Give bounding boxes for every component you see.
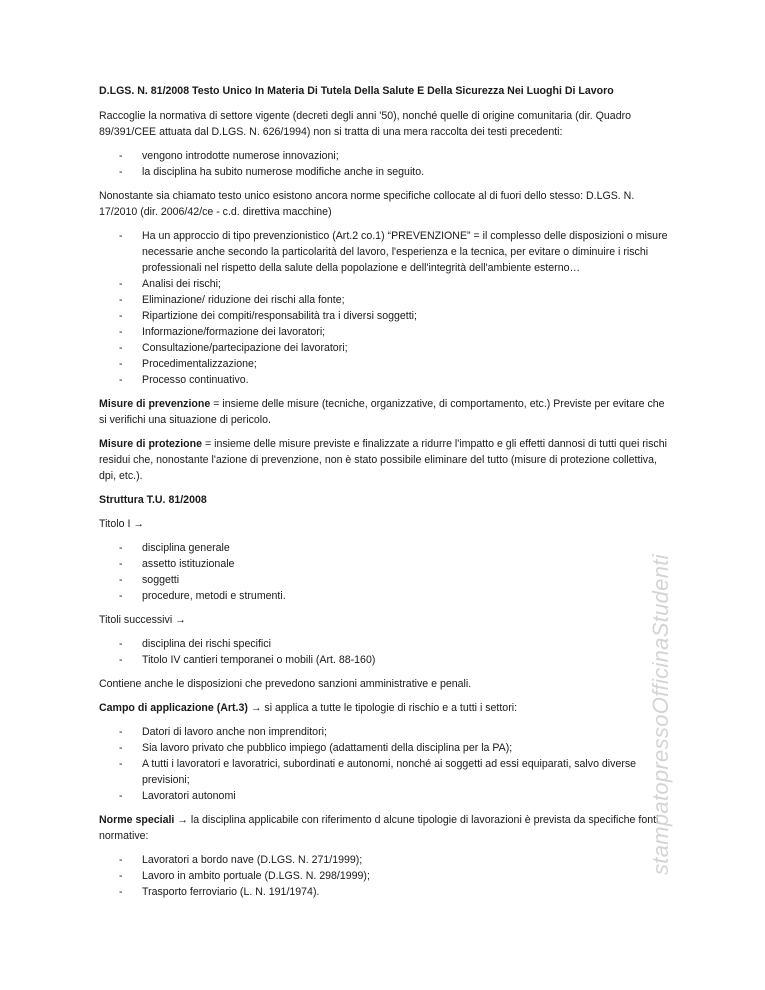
list-item (99, 292, 669, 308)
bullet-dash: - (119, 558, 123, 570)
campo-list (99, 724, 669, 804)
list-item-text: Eliminazione/ riduzione dei rischi alla fonte; (142, 294, 345, 306)
list-item (99, 852, 669, 868)
prevenzione-paragraph (99, 396, 669, 428)
list-item-text: Trasporto ferroviario (L. N. 191/1974). (142, 886, 320, 898)
list-item-text: Consultazione/partecipazione dei lavoratori; (142, 342, 348, 354)
list-item (99, 788, 669, 804)
term: Norme speciali → (99, 814, 188, 826)
protezione-paragraph (99, 436, 669, 484)
list-item-text: Processo continuativo. (142, 374, 249, 386)
contiene-paragraph: Contiene anche le disposizioni che prevedono sanzioni amministrative e penali. (99, 678, 472, 690)
intro-paragraph: Raccoglie la normativa di settore vigente (decreti degli anni '50), nonché quelle di origine comunitaria (dir. Quadro 89/391/CEE attuata dal D.LGS. N. 626/1994) non si tratta di una mera raccolta dei testi precedenti: (99, 110, 632, 138)
bullet-dash: - (119, 278, 123, 290)
titoli-successivi-list (99, 636, 669, 668)
term: Campo di applicazione (Art.3) → (99, 702, 262, 714)
list-item (99, 164, 669, 180)
bullet-dash: - (119, 638, 123, 650)
struttura-heading: Struttura T.U. 81/2008 (99, 494, 207, 506)
norme-paragraph (99, 812, 669, 844)
campo-paragraph (99, 700, 669, 716)
bullet-dash: - (119, 326, 123, 338)
bullet-dash: - (119, 854, 123, 866)
bullet-dash: - (119, 574, 123, 586)
bullet-dash: - (119, 654, 123, 666)
norme-list (99, 852, 669, 900)
bullet-dash: - (119, 230, 123, 242)
list-item (99, 556, 669, 572)
list-item-text: Titolo IV cantieri temporanei o mobili (Art. 88-160) (142, 654, 376, 666)
bullet-dash: - (119, 726, 123, 738)
bullet-dash: - (119, 742, 123, 754)
list-item-text: Analisi dei rischi; (142, 278, 221, 290)
list-item (99, 228, 669, 276)
bullet-dash: - (119, 310, 123, 322)
list-item (99, 724, 669, 740)
bullet-dash: - (119, 150, 123, 162)
bullet-dash: - (119, 294, 123, 306)
titoli-successivi-label: Titoli successivi → (99, 614, 186, 626)
list-item (99, 308, 669, 324)
list-item-text: Procedimentalizzazione; (142, 358, 257, 370)
list-item-text: A tutti i lavoratori e lavoratrici, subordinati e autonomi, nonché ai soggetti ad essi equiparati, salvo diverse previsioni; (142, 758, 637, 786)
bullet-dash: - (119, 342, 123, 354)
list-item (99, 588, 669, 604)
titolo1-list (99, 540, 669, 604)
bullet-dash: - (119, 166, 123, 178)
list-item-text: Lavoratori autonomi (142, 790, 236, 802)
bullet-dash: - (119, 358, 123, 370)
term: Misure di prevenzione (99, 398, 211, 410)
list-item (99, 756, 669, 788)
list-item-text: soggetti (142, 574, 180, 586)
bullet-dash: - (119, 870, 123, 882)
bullet-dash: - (119, 542, 123, 554)
definition: = insieme delle misure previste e finalizzate a ridurre l'impatto e gli effetti dannosi di tutti quei rischi residui che, nonostante l'azione di prevenzione, non è stato possibile eliminare del tutto (misure di protezione collettiva, dpi, etc.). (99, 438, 667, 482)
term: Misure di protezione (99, 438, 203, 450)
list-item-text: Ripartizione dei compiti/responsabilità tra i diversi soggetti; (142, 310, 417, 322)
list-item (99, 276, 669, 292)
definition: la disciplina applicabile con riferimento d alcune tipologie di lavorazioni è prevista da specifiche fonti normative: (99, 814, 659, 842)
definition: si applica a tutte le tipologie di rischio e a tutti i settori: (261, 702, 518, 714)
bullet-dash: - (119, 758, 123, 770)
list-item (99, 636, 669, 652)
document-title: D.LGS. N. 81/2008 Testo Unico In Materia Di Tutela Della Salute E Della Sicurezza Nei Luoghi Di Lavoro (99, 85, 614, 97)
document-page (99, 83, 669, 908)
features-list (99, 228, 669, 388)
intro-list (99, 148, 669, 180)
list-item (99, 324, 669, 340)
list-item (99, 884, 669, 900)
list-item-text: Lavoro in ambito portuale (D.LGS. N. 298/1999); (142, 870, 370, 882)
list-item-text: Sia lavoro privato che pubblico impiego (adattamenti della disciplina per la PA); (142, 742, 513, 754)
list-item-text: procedure, metodi e strumenti. (142, 590, 286, 602)
list-item (99, 356, 669, 372)
list-item-text: Lavoratori a bordo nave (D.LGS. N. 271/1999); (142, 854, 363, 866)
list-item-text: disciplina generale (142, 542, 230, 554)
list-item-text: vengono introdotte numerose innovazioni; (142, 150, 339, 162)
titolo1-label: Titolo I → (99, 518, 144, 530)
list-item-text: assetto istituzionale (142, 558, 235, 570)
bullet-dash: - (119, 590, 123, 602)
list-item-text: la disciplina ha subito numerose modifiche anche in seguito. (142, 166, 425, 178)
definition: = insieme delle misure (tecniche, organizzative, di comportamento, etc.) Previste per evitare che si verifichi una situazione di pericolo. (99, 398, 665, 426)
list-item (99, 372, 669, 388)
list-item-text: disciplina dei rischi specifici (142, 638, 271, 650)
list-item (99, 340, 669, 356)
bullet-dash: - (119, 790, 123, 802)
list-item (99, 148, 669, 164)
bullet-dash: - (119, 886, 123, 898)
list-item (99, 572, 669, 588)
list-item-text: Ha un approccio di tipo prevenzionistico (Art.2 co.1) “PREVENZIONE” = il complesso delle disposizioni o misure necessarie anche secondo la particolarità del lavoro, l'esperienza e la tecnica, per evitare o diminuire i rischi professionali nel rispetto della salute della popolazione e dell'integrità dell'ambiente esterno… (142, 230, 668, 274)
list-item-text: Informazione/formazione dei lavoratori; (142, 326, 326, 338)
list-item (99, 540, 669, 556)
watermark: stampatopressoOfficinaStudenti (648, 554, 673, 875)
bullet-dash: - (119, 374, 123, 386)
nonostante-paragraph: Nonostante sia chiamato testo unico esistono ancora norme specifiche collocate al di fuori dello stesso: D.LGS. N. 17/2010 (dir. 2006/42/ce - c.d. direttiva macchine) (99, 190, 635, 218)
list-item (99, 740, 669, 756)
list-item (99, 868, 669, 884)
list-item-text: Datori di lavoro anche non imprenditori; (142, 726, 327, 738)
list-item (99, 652, 669, 668)
